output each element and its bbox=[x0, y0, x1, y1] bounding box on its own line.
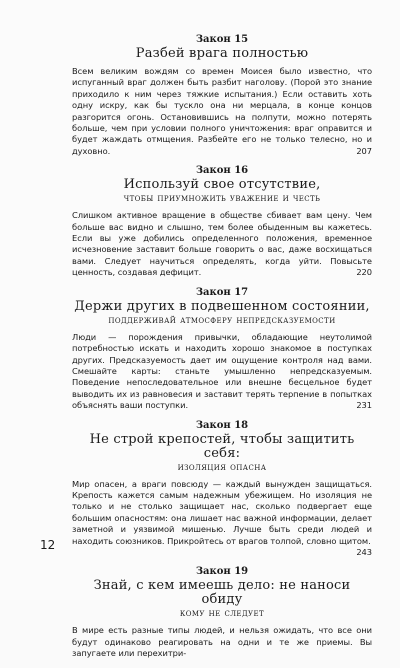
law-title-line: Разбей врага полностью bbox=[135, 46, 309, 61]
law-body bbox=[72, 479, 372, 559]
law-page-ref: 207 bbox=[356, 145, 372, 156]
page-number: 12 bbox=[40, 538, 56, 552]
law-title-line: Знай, с кем имеешь дело: не наноси обиду bbox=[93, 578, 351, 608]
laws-list bbox=[72, 34, 372, 668]
law-title-line: чтобы приумножить уважение и честь bbox=[123, 192, 321, 205]
law-body-text: Слишком активное вращение в обществе сбивает вам цену. Чем больше вас видно и слышно, тем более обыденным вы кажетесь. Если вы уже добились определенного положения, временное исчезновение заставит больше говорить о вас, даже восхищаться вами. Следует научиться определять, когда уйти. Повысьте ценность, создавая дефицит. bbox=[72, 210, 372, 278]
law-title-line: Не строй крепостей, чтобы защитить себя: bbox=[89, 431, 355, 461]
law-page-ref: 220 bbox=[356, 267, 372, 278]
law-title-line: кому не следует bbox=[179, 607, 265, 620]
law-section bbox=[72, 287, 372, 412]
law-body-text: Люди — порождения привычки, обладающие неутолимой потребностью искать и находить хорошо знакомое в поступках других. Предсказуемость дает им ощущение контроля над вами. Смешайте карты: станьте умышленно непредсказуемым. Поведение непоследовательное или внешне бесцельное будет выводить их из равновесия и заставит терять терпение в попытках объяснять ваши поступки. bbox=[72, 331, 372, 411]
law-body-text: Мир опасен, а враги повсюду — каждый вынужден защищаться. Крепость кажется самым надежным убежищем. Но изоляция не только и не столько защищает нас, сколько подвергает еще большим опасностям: она лишает нас важной информации, делает заметной и уязвимой мишенью. Лучше быть среди людей и находить союзников. Прикройтесь от врагов толпой, словно щитом. bbox=[72, 478, 372, 546]
law-page-ref: 243 bbox=[356, 546, 372, 557]
law-number: Закон 18 bbox=[195, 419, 249, 431]
law-number: Закон 15 bbox=[195, 34, 249, 45]
law-title bbox=[72, 178, 372, 205]
law-section bbox=[72, 420, 372, 559]
law-body-text: В мире есть разные типы людей, и нельзя ожидать, что все они будут одинаково реагировать на одни и те же приемы. Вы запугаете или перехитри- bbox=[72, 625, 372, 659]
law-title-line: Держи других в подвешенном состоянии, bbox=[74, 298, 370, 314]
law-title bbox=[72, 433, 372, 474]
law-title-line: Используй свое отсутствие, bbox=[123, 177, 321, 193]
law-body-text: Всем великим вождям со времен Моисея было известно, что испуганный враг должен быть разбит наголову. (Порой это знание приходило к ним через тяжкие испытания.) Если оставить хоть одну искру, как бы тускло она ни мерцала, в конце концов разгорится огонь. Остановившись на полпути, можно потерять больше, чем при условии полного уничтожения: враг оправится и будет жаждать отмщения. Разбейте его не только телесно, но и духовно. bbox=[72, 66, 372, 156]
law-number: Закон 17 bbox=[195, 286, 249, 298]
law-number: Закон 16 bbox=[195, 165, 249, 177]
law-section bbox=[72, 34, 372, 157]
law-body bbox=[72, 625, 372, 659]
law-title bbox=[72, 300, 372, 327]
law-title bbox=[72, 47, 372, 61]
law-number: Закон 19 bbox=[195, 566, 249, 578]
law-body bbox=[72, 210, 372, 278]
law-page-ref: 231 bbox=[356, 400, 372, 411]
law-section bbox=[72, 566, 372, 659]
law-title-line: изоляция опасна bbox=[177, 460, 267, 473]
law-title-line: поддерживай атмосферу непредсказуемости bbox=[108, 313, 336, 326]
law-section bbox=[72, 165, 372, 278]
law-body bbox=[72, 332, 372, 412]
law-body bbox=[72, 66, 372, 157]
